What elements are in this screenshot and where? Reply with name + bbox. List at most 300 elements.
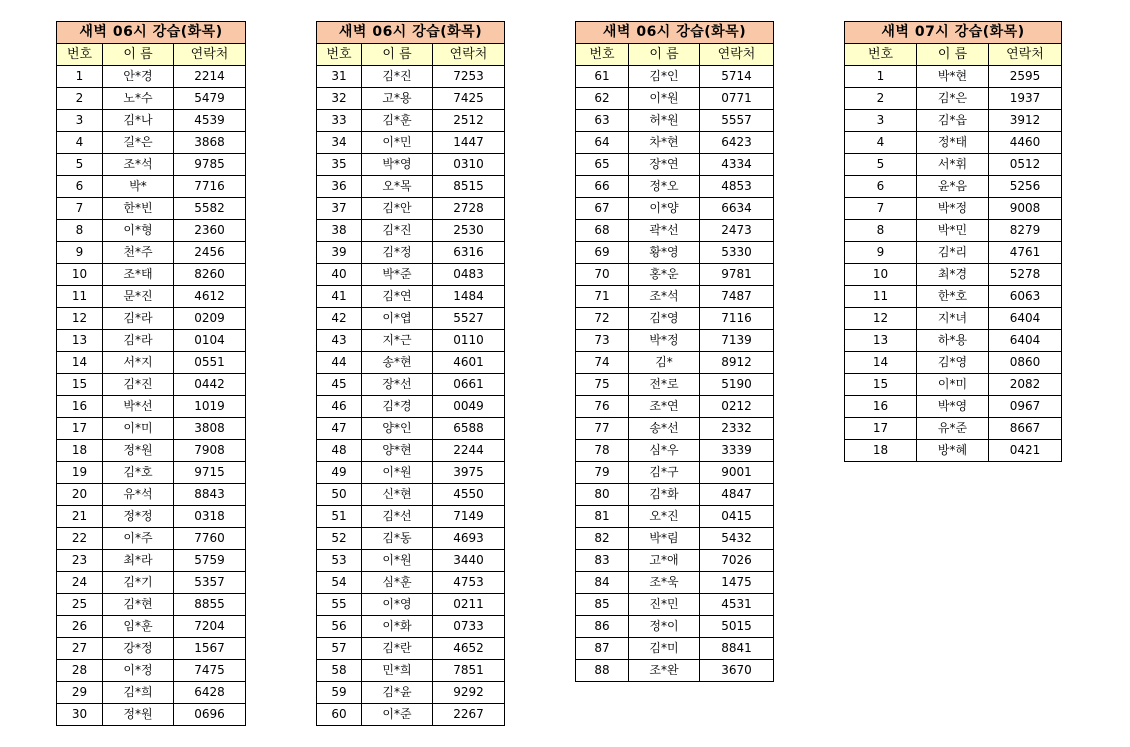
cell-name: 이*원: [362, 462, 433, 484]
table-row: [57, 176, 246, 198]
cell-number: 48: [317, 440, 362, 462]
cell-number: 22: [57, 528, 103, 550]
cell-contact: 3440: [433, 550, 505, 572]
cell-name: 박*민: [917, 220, 989, 242]
cell-number: 57: [317, 638, 362, 660]
cell-contact: 2244: [433, 440, 505, 462]
cell-contact: 0318: [174, 506, 246, 528]
cell-contact: 0209: [174, 308, 246, 330]
cell-number: 1: [57, 66, 103, 88]
cell-contact: 5432: [700, 528, 774, 550]
table-row: [317, 594, 505, 616]
cell-contact: 4853: [700, 176, 774, 198]
cell-contact: 5278: [989, 264, 1062, 286]
cell-name: 박*영: [362, 154, 433, 176]
table-row: [317, 484, 505, 506]
table-row: [576, 506, 774, 528]
cell-number: 80: [576, 484, 629, 506]
cell-number: 27: [57, 638, 103, 660]
table-row: [317, 242, 505, 264]
table-row: [317, 154, 505, 176]
cell-contact: 2360: [174, 220, 246, 242]
cell-number: 41: [317, 286, 362, 308]
table-row: [317, 572, 505, 594]
table-row: [57, 506, 246, 528]
table-row: [576, 220, 774, 242]
cell-number: 40: [317, 264, 362, 286]
cell-name: 황*영: [629, 242, 700, 264]
table-row: [57, 572, 246, 594]
table-row: [845, 66, 1062, 88]
cell-name: 이*엽: [362, 308, 433, 330]
cell-number: 33: [317, 110, 362, 132]
cell-contact: 1567: [174, 638, 246, 660]
table-row: [576, 616, 774, 638]
table-row: [576, 352, 774, 374]
cell-name: 임*훈: [103, 616, 174, 638]
cell-name: 이*준: [362, 704, 433, 726]
roster-table-2: [316, 21, 505, 726]
cell-name: 민*희: [362, 660, 433, 682]
cell-contact: 3868: [174, 132, 246, 154]
cell-number: 15: [845, 374, 917, 396]
cell-number: 13: [57, 330, 103, 352]
cell-contact: 9001: [700, 462, 774, 484]
table-row: [317, 506, 505, 528]
table-row: [576, 308, 774, 330]
cell-number: 56: [317, 616, 362, 638]
header-number: 번호: [317, 44, 362, 66]
table-row: [845, 110, 1062, 132]
cell-number: 6: [57, 176, 103, 198]
cell-number: 42: [317, 308, 362, 330]
cell-number: 76: [576, 396, 629, 418]
cell-contact: 6428: [174, 682, 246, 704]
cell-name: 정*오: [629, 176, 700, 198]
table-title: 새벽 06시 강습(화목): [317, 22, 505, 44]
cell-contact: 5479: [174, 88, 246, 110]
cell-contact: 7139: [700, 330, 774, 352]
cell-name: 김*윤: [362, 682, 433, 704]
cell-contact: 1447: [433, 132, 505, 154]
cell-name: 김*기: [103, 572, 174, 594]
table-row: [317, 440, 505, 462]
table-row: [57, 682, 246, 704]
cell-contact: 7851: [433, 660, 505, 682]
cell-contact: 2082: [989, 374, 1062, 396]
cell-number: 13: [845, 330, 917, 352]
cell-contact: 3670: [700, 660, 774, 682]
cell-contact: 5330: [700, 242, 774, 264]
table-row: [57, 638, 246, 660]
cell-number: 78: [576, 440, 629, 462]
header-contact: 연락처: [174, 44, 246, 66]
cell-number: 26: [57, 616, 103, 638]
cell-number: 65: [576, 154, 629, 176]
cell-number: 14: [845, 352, 917, 374]
cell-number: 73: [576, 330, 629, 352]
cell-name: 이*미: [103, 418, 174, 440]
cell-number: 11: [845, 286, 917, 308]
cell-name: 김*나: [103, 110, 174, 132]
cell-contact: 0696: [174, 704, 246, 726]
table-row: [317, 264, 505, 286]
table-row: [317, 88, 505, 110]
cell-name: 정*정: [103, 506, 174, 528]
cell-name: 김*연: [362, 286, 433, 308]
cell-contact: 4539: [174, 110, 246, 132]
cell-contact: 7716: [174, 176, 246, 198]
cell-number: 4: [57, 132, 103, 154]
table-row: [57, 110, 246, 132]
cell-contact: 8260: [174, 264, 246, 286]
table-row: [317, 374, 505, 396]
cell-name: 박*영: [917, 396, 989, 418]
cell-contact: 9715: [174, 462, 246, 484]
cell-name: 윤*음: [917, 176, 989, 198]
cell-contact: 0110: [433, 330, 505, 352]
cell-contact: 4601: [433, 352, 505, 374]
cell-contact: 4693: [433, 528, 505, 550]
cell-number: 8: [57, 220, 103, 242]
cell-contact: 5582: [174, 198, 246, 220]
cell-contact: 7026: [700, 550, 774, 572]
header-name: 이 름: [629, 44, 700, 66]
table-title-row: [576, 22, 774, 44]
table-row: [317, 418, 505, 440]
table-row: [57, 484, 246, 506]
cell-number: 35: [317, 154, 362, 176]
table-row: [317, 308, 505, 330]
header-name: 이 름: [103, 44, 174, 66]
table-row: [317, 66, 505, 88]
table-header-row: [317, 44, 505, 66]
cell-name: 조*연: [629, 396, 700, 418]
cell-contact: 4612: [174, 286, 246, 308]
cell-name: 이*주: [103, 528, 174, 550]
cell-number: 18: [845, 440, 917, 462]
cell-contact: 0442: [174, 374, 246, 396]
cell-number: 51: [317, 506, 362, 528]
cell-contact: 5357: [174, 572, 246, 594]
table-row: [845, 374, 1062, 396]
cell-number: 30: [57, 704, 103, 726]
table-row: [57, 330, 246, 352]
cell-name: 김*리: [917, 242, 989, 264]
cell-contact: 8515: [433, 176, 505, 198]
cell-name: 박*준: [362, 264, 433, 286]
table-row: [845, 88, 1062, 110]
cell-contact: 5557: [700, 110, 774, 132]
cell-number: 61: [576, 66, 629, 88]
cell-contact: 6634: [700, 198, 774, 220]
cell-number: 43: [317, 330, 362, 352]
cell-number: 82: [576, 528, 629, 550]
cell-number: 28: [57, 660, 103, 682]
cell-number: 17: [57, 418, 103, 440]
cell-contact: 8667: [989, 418, 1062, 440]
cell-name: 김*현: [103, 594, 174, 616]
cell-contact: 5015: [700, 616, 774, 638]
cell-contact: 8841: [700, 638, 774, 660]
cell-number: 7: [57, 198, 103, 220]
cell-contact: 9785: [174, 154, 246, 176]
table-row: [576, 550, 774, 572]
cell-number: 5: [57, 154, 103, 176]
table-row: [57, 308, 246, 330]
cell-contact: 9781: [700, 264, 774, 286]
cell-contact: 2595: [989, 66, 1062, 88]
cell-contact: 8855: [174, 594, 246, 616]
header-number: 번호: [57, 44, 103, 66]
header-contact: 연락처: [700, 44, 774, 66]
cell-number: 38: [317, 220, 362, 242]
table-row: [57, 616, 246, 638]
table-row: [317, 528, 505, 550]
cell-number: 60: [317, 704, 362, 726]
table-row: [317, 110, 505, 132]
table-row: [576, 330, 774, 352]
cell-number: 5: [845, 154, 917, 176]
table-row: [845, 440, 1062, 462]
cell-contact: 5714: [700, 66, 774, 88]
table-row: [57, 88, 246, 110]
table-row: [576, 528, 774, 550]
cell-name: 박*선: [103, 396, 174, 418]
cell-contact: 7908: [174, 440, 246, 462]
cell-number: 12: [57, 308, 103, 330]
table-row: [845, 154, 1062, 176]
cell-name: 오*목: [362, 176, 433, 198]
cell-number: 3: [845, 110, 917, 132]
table-row: [576, 176, 774, 198]
cell-name: 천*주: [103, 242, 174, 264]
cell-contact: 0551: [174, 352, 246, 374]
table-row: [576, 418, 774, 440]
cell-name: 한*호: [917, 286, 989, 308]
table-row: [57, 154, 246, 176]
cell-contact: 6404: [989, 330, 1062, 352]
cell-name: 유*준: [917, 418, 989, 440]
cell-name: 신*현: [362, 484, 433, 506]
cell-contact: 2214: [174, 66, 246, 88]
cell-name: 김*진: [362, 220, 433, 242]
cell-contact: 9292: [433, 682, 505, 704]
table-row: [57, 132, 246, 154]
roster-table-1: [56, 21, 246, 726]
cell-number: 36: [317, 176, 362, 198]
cell-number: 69: [576, 242, 629, 264]
table-row: [57, 198, 246, 220]
cell-contact: 4460: [989, 132, 1062, 154]
cell-contact: 0104: [174, 330, 246, 352]
cell-number: 45: [317, 374, 362, 396]
table-row: [845, 132, 1062, 154]
cell-name: 심*훈: [362, 572, 433, 594]
table-row: [845, 330, 1062, 352]
header-contact: 연락처: [433, 44, 505, 66]
cell-contact: 0733: [433, 616, 505, 638]
cell-name: 차*현: [629, 132, 700, 154]
cell-contact: 7149: [433, 506, 505, 528]
table-row: [845, 264, 1062, 286]
table-row: [845, 220, 1062, 242]
table-row: [317, 462, 505, 484]
cell-name: 강*정: [103, 638, 174, 660]
cell-contact: 2267: [433, 704, 505, 726]
cell-contact: 6423: [700, 132, 774, 154]
cell-name: 이*원: [629, 88, 700, 110]
cell-number: 11: [57, 286, 103, 308]
table-row: [57, 66, 246, 88]
table-row: [576, 132, 774, 154]
cell-number: 66: [576, 176, 629, 198]
cell-number: 8: [845, 220, 917, 242]
cell-contact: 2728: [433, 198, 505, 220]
cell-name: 정*원: [103, 704, 174, 726]
table-row: [845, 198, 1062, 220]
cell-number: 68: [576, 220, 629, 242]
cell-contact: 2456: [174, 242, 246, 264]
table-header-row: [576, 44, 774, 66]
table-row: [845, 308, 1062, 330]
cell-contact: 0661: [433, 374, 505, 396]
cell-name: 박*: [103, 176, 174, 198]
cell-contact: 3808: [174, 418, 246, 440]
cell-contact: 9008: [989, 198, 1062, 220]
cell-name: 김*: [629, 352, 700, 374]
cell-name: 김*경: [362, 396, 433, 418]
cell-name: 김*라: [103, 308, 174, 330]
cell-number: 1: [845, 66, 917, 88]
header-name: 이 름: [917, 44, 989, 66]
cell-number: 55: [317, 594, 362, 616]
cell-contact: 7204: [174, 616, 246, 638]
cell-contact: 6404: [989, 308, 1062, 330]
cell-name: 길*은: [103, 132, 174, 154]
cell-contact: 3912: [989, 110, 1062, 132]
cell-name: 이*영: [362, 594, 433, 616]
cell-number: 3: [57, 110, 103, 132]
cell-name: 김*선: [362, 506, 433, 528]
cell-name: 안*경: [103, 66, 174, 88]
cell-name: 지*녀: [917, 308, 989, 330]
cell-contact: 8279: [989, 220, 1062, 242]
cell-contact: 4652: [433, 638, 505, 660]
cell-number: 15: [57, 374, 103, 396]
table-row: [317, 132, 505, 154]
cell-number: 63: [576, 110, 629, 132]
cell-contact: 0860: [989, 352, 1062, 374]
cell-name: 조*석: [629, 286, 700, 308]
table-row: [576, 286, 774, 308]
cell-number: 59: [317, 682, 362, 704]
cell-name: 김*인: [629, 66, 700, 88]
cell-number: 64: [576, 132, 629, 154]
cell-contact: 3339: [700, 440, 774, 462]
roster-table-3: [575, 21, 774, 682]
cell-contact: 6316: [433, 242, 505, 264]
cell-number: 6: [845, 176, 917, 198]
cell-name: 최*라: [103, 550, 174, 572]
cell-name: 이*화: [362, 616, 433, 638]
cell-contact: 0771: [700, 88, 774, 110]
cell-name: 이*정: [103, 660, 174, 682]
cell-contact: 4761: [989, 242, 1062, 264]
table-row: [57, 418, 246, 440]
table-row: [576, 638, 774, 660]
cell-contact: 7425: [433, 88, 505, 110]
cell-number: 84: [576, 572, 629, 594]
cell-contact: 1937: [989, 88, 1062, 110]
cell-name: 정*원: [103, 440, 174, 462]
cell-contact: 7116: [700, 308, 774, 330]
cell-name: 정*이: [629, 616, 700, 638]
cell-name: 최*경: [917, 264, 989, 286]
cell-number: 14: [57, 352, 103, 374]
cell-number: 23: [57, 550, 103, 572]
cell-contact: 6588: [433, 418, 505, 440]
table-row: [57, 550, 246, 572]
cell-number: 4: [845, 132, 917, 154]
header-name: 이 름: [362, 44, 433, 66]
cell-contact: 7487: [700, 286, 774, 308]
cell-contact: 0415: [700, 506, 774, 528]
cell-name: 김*구: [629, 462, 700, 484]
table-row: [317, 638, 505, 660]
table-row: [57, 528, 246, 550]
cell-name: 문*진: [103, 286, 174, 308]
table-row: [317, 220, 505, 242]
table-row: [57, 220, 246, 242]
table-row: [317, 660, 505, 682]
cell-name: 지*근: [362, 330, 433, 352]
cell-name: 김*란: [362, 638, 433, 660]
table-header-row: [57, 44, 246, 66]
table-row: [576, 88, 774, 110]
table-title: 새벽 06시 강습(화목): [57, 22, 246, 44]
cell-name: 조*욱: [629, 572, 700, 594]
cell-number: 58: [317, 660, 362, 682]
cell-name: 홍*운: [629, 264, 700, 286]
cell-number: 34: [317, 132, 362, 154]
cell-contact: 4334: [700, 154, 774, 176]
cell-contact: 4753: [433, 572, 505, 594]
cell-number: 24: [57, 572, 103, 594]
cell-contact: 3975: [433, 462, 505, 484]
cell-number: 9: [845, 242, 917, 264]
cell-name: 노*수: [103, 88, 174, 110]
cell-name: 김*안: [362, 198, 433, 220]
cell-number: 47: [317, 418, 362, 440]
cell-number: 83: [576, 550, 629, 572]
table-row: [576, 440, 774, 462]
cell-name: 김*읍: [917, 110, 989, 132]
cell-number: 19: [57, 462, 103, 484]
table-row: [317, 330, 505, 352]
cell-contact: 0211: [433, 594, 505, 616]
table-row: [576, 66, 774, 88]
table-row: [845, 286, 1062, 308]
table-row: [317, 550, 505, 572]
table-row: [317, 352, 505, 374]
cell-contact: 4847: [700, 484, 774, 506]
cell-number: 2: [845, 88, 917, 110]
table-row: [576, 462, 774, 484]
cell-number: 87: [576, 638, 629, 660]
table-row: [576, 110, 774, 132]
cell-name: 송*현: [362, 352, 433, 374]
